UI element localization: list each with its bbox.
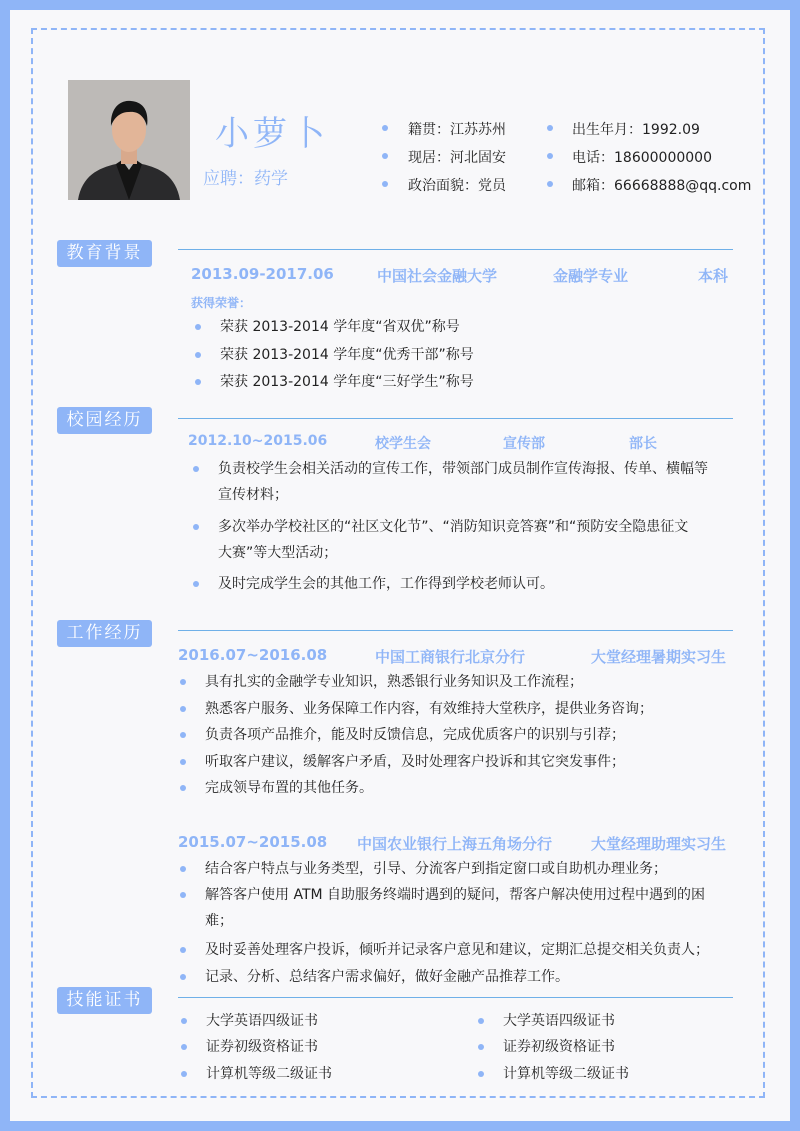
section-divider bbox=[178, 418, 733, 419]
section-tag-campus: 校园经历 bbox=[57, 407, 152, 434]
honors-title: 获得荣誉： bbox=[191, 296, 252, 310]
info-bullet bbox=[547, 153, 553, 159]
list-item: 荣获 2013-2014 学年度“优秀干部”称号 bbox=[220, 342, 474, 368]
list-item: 证券初级资格证书 bbox=[503, 1034, 615, 1060]
info-political: 政治面貌：党员 bbox=[408, 178, 506, 194]
campus-dept: 宣传部 bbox=[503, 436, 545, 452]
campus-period: 2012.10~2015.06 bbox=[188, 433, 328, 449]
list-item: 熟悉客户服务、业务保障工作内容，有效维持大堂秩序，提供业务咨询； bbox=[205, 696, 653, 722]
list-item: 记录、分析、总结客户需求偏好，做好金融产品推荐工作。 bbox=[205, 964, 569, 990]
bullet-dot bbox=[195, 324, 201, 330]
job1-period: 2016.07~2016.08 bbox=[178, 646, 328, 664]
list-item: 多次举办学校社区的“社区文化节”、“消防知识竞答赛”和“预防安全隐患征文 大赛”等大型活动； bbox=[218, 514, 738, 566]
list-item: 完成领导布置的其他任务。 bbox=[205, 775, 373, 801]
list-item: 大学英语四级证书 bbox=[206, 1008, 318, 1034]
section-divider bbox=[178, 249, 733, 250]
list-item: 荣获 2013-2014 学年度“三好学生”称号 bbox=[220, 369, 474, 395]
portrait-image bbox=[68, 80, 190, 200]
education-major: 金融学专业 bbox=[553, 267, 629, 285]
info-bullet bbox=[547, 181, 553, 187]
profile-photo bbox=[68, 80, 190, 200]
info-phone: 电话：18600000000 bbox=[572, 150, 712, 166]
list-item: 大学英语四级证书 bbox=[503, 1008, 615, 1034]
bullet-dot bbox=[478, 1018, 484, 1024]
campus-role: 部长 bbox=[629, 436, 657, 452]
campus-org: 校学生会 bbox=[375, 436, 431, 452]
bullet-dot bbox=[195, 352, 201, 358]
bullet-dot bbox=[180, 785, 186, 791]
job2-period: 2015.07~2015.08 bbox=[178, 833, 328, 851]
bullet-dot bbox=[181, 1018, 187, 1024]
education-period: 2013.09-2017.06 bbox=[191, 265, 334, 283]
apply-position: 应聘：药学 bbox=[203, 169, 288, 189]
info-hometown: 籍贯：江苏苏州 bbox=[408, 122, 506, 138]
bullet-dot bbox=[193, 466, 199, 472]
job1-role: 大堂经理暑期实习生 bbox=[591, 648, 727, 666]
section-tag-skills: 技能证书 bbox=[57, 987, 152, 1014]
bullet-dot bbox=[478, 1044, 484, 1050]
info-bullet bbox=[547, 125, 553, 131]
bullet-dot bbox=[180, 732, 186, 738]
section-tag-work: 工作经历 bbox=[57, 620, 152, 647]
education-school: 中国社会金融大学 bbox=[377, 267, 498, 285]
info-residence: 现居：河北固安 bbox=[408, 150, 506, 166]
bullet-dot bbox=[478, 1071, 484, 1077]
bullet-dot bbox=[180, 759, 186, 765]
section-divider bbox=[178, 997, 733, 998]
education-degree: 本科 bbox=[698, 267, 729, 285]
bullet-dot bbox=[195, 379, 201, 385]
job1-company: 中国工商银行北京分行 bbox=[375, 648, 526, 666]
bullet-dot bbox=[193, 524, 199, 530]
list-item: 及时完成学生会的其他工作，工作得到学校老师认可。 bbox=[218, 571, 738, 597]
bullet-dot bbox=[180, 866, 186, 872]
bullet-dot bbox=[180, 947, 186, 953]
section-tag-education: 教育背景 bbox=[57, 240, 152, 267]
bullet-dot bbox=[180, 679, 186, 685]
list-item: 负责各项产品推介，能及时反馈信息，完成优质客户的识别与引荐； bbox=[205, 722, 625, 748]
list-item: 解答客户使用 ATM 自助服务终端时遇到的疑问，帮客户解决使用过程中遇到的困 难； bbox=[205, 882, 740, 934]
candidate-name: 小萝卜 bbox=[215, 114, 329, 154]
list-item: 及时妥善处理客户投诉，倾听并记录客户意见和建议，定期汇总提交相关负责人； bbox=[205, 937, 709, 963]
info-email: 邮箱：66668888@qq.com bbox=[572, 178, 752, 194]
info-bullet bbox=[382, 125, 388, 131]
bullet-dot bbox=[181, 1044, 187, 1050]
bullet-dot bbox=[180, 892, 186, 898]
list-item: 计算机等级二级证书 bbox=[206, 1061, 332, 1087]
job2-role: 大堂经理助理实习生 bbox=[591, 835, 727, 853]
list-item: 结合客户特点与业务类型，引导、分流客户到指定窗口或自助机办理业务； bbox=[205, 856, 667, 882]
bullet-dot bbox=[180, 974, 186, 980]
list-item: 证券初级资格证书 bbox=[206, 1034, 318, 1060]
info-bullet bbox=[382, 153, 388, 159]
info-bullet bbox=[382, 181, 388, 187]
job2-company: 中国农业银行上海五角场分行 bbox=[357, 835, 553, 853]
info-birth: 出生年月：1992.09 bbox=[572, 122, 700, 138]
bullet-dot bbox=[181, 1071, 187, 1077]
bullet-dot bbox=[193, 581, 199, 587]
list-item: 荣获 2013-2014 学年度“省双优”称号 bbox=[220, 314, 460, 340]
section-divider bbox=[178, 630, 733, 631]
list-item: 负责校学生会相关活动的宣传工作，带领部门成员制作宣传海报、传单、横幅等 宣传材料； bbox=[218, 456, 738, 508]
list-item: 具有扎实的金融学专业知识，熟悉银行业务知识及工作流程； bbox=[205, 669, 583, 695]
list-item: 计算机等级二级证书 bbox=[503, 1061, 629, 1087]
list-item: 听取客户建议，缓解客户矛盾，及时处理客户投诉和其它突发事件； bbox=[205, 749, 625, 775]
bullet-dot bbox=[180, 706, 186, 712]
